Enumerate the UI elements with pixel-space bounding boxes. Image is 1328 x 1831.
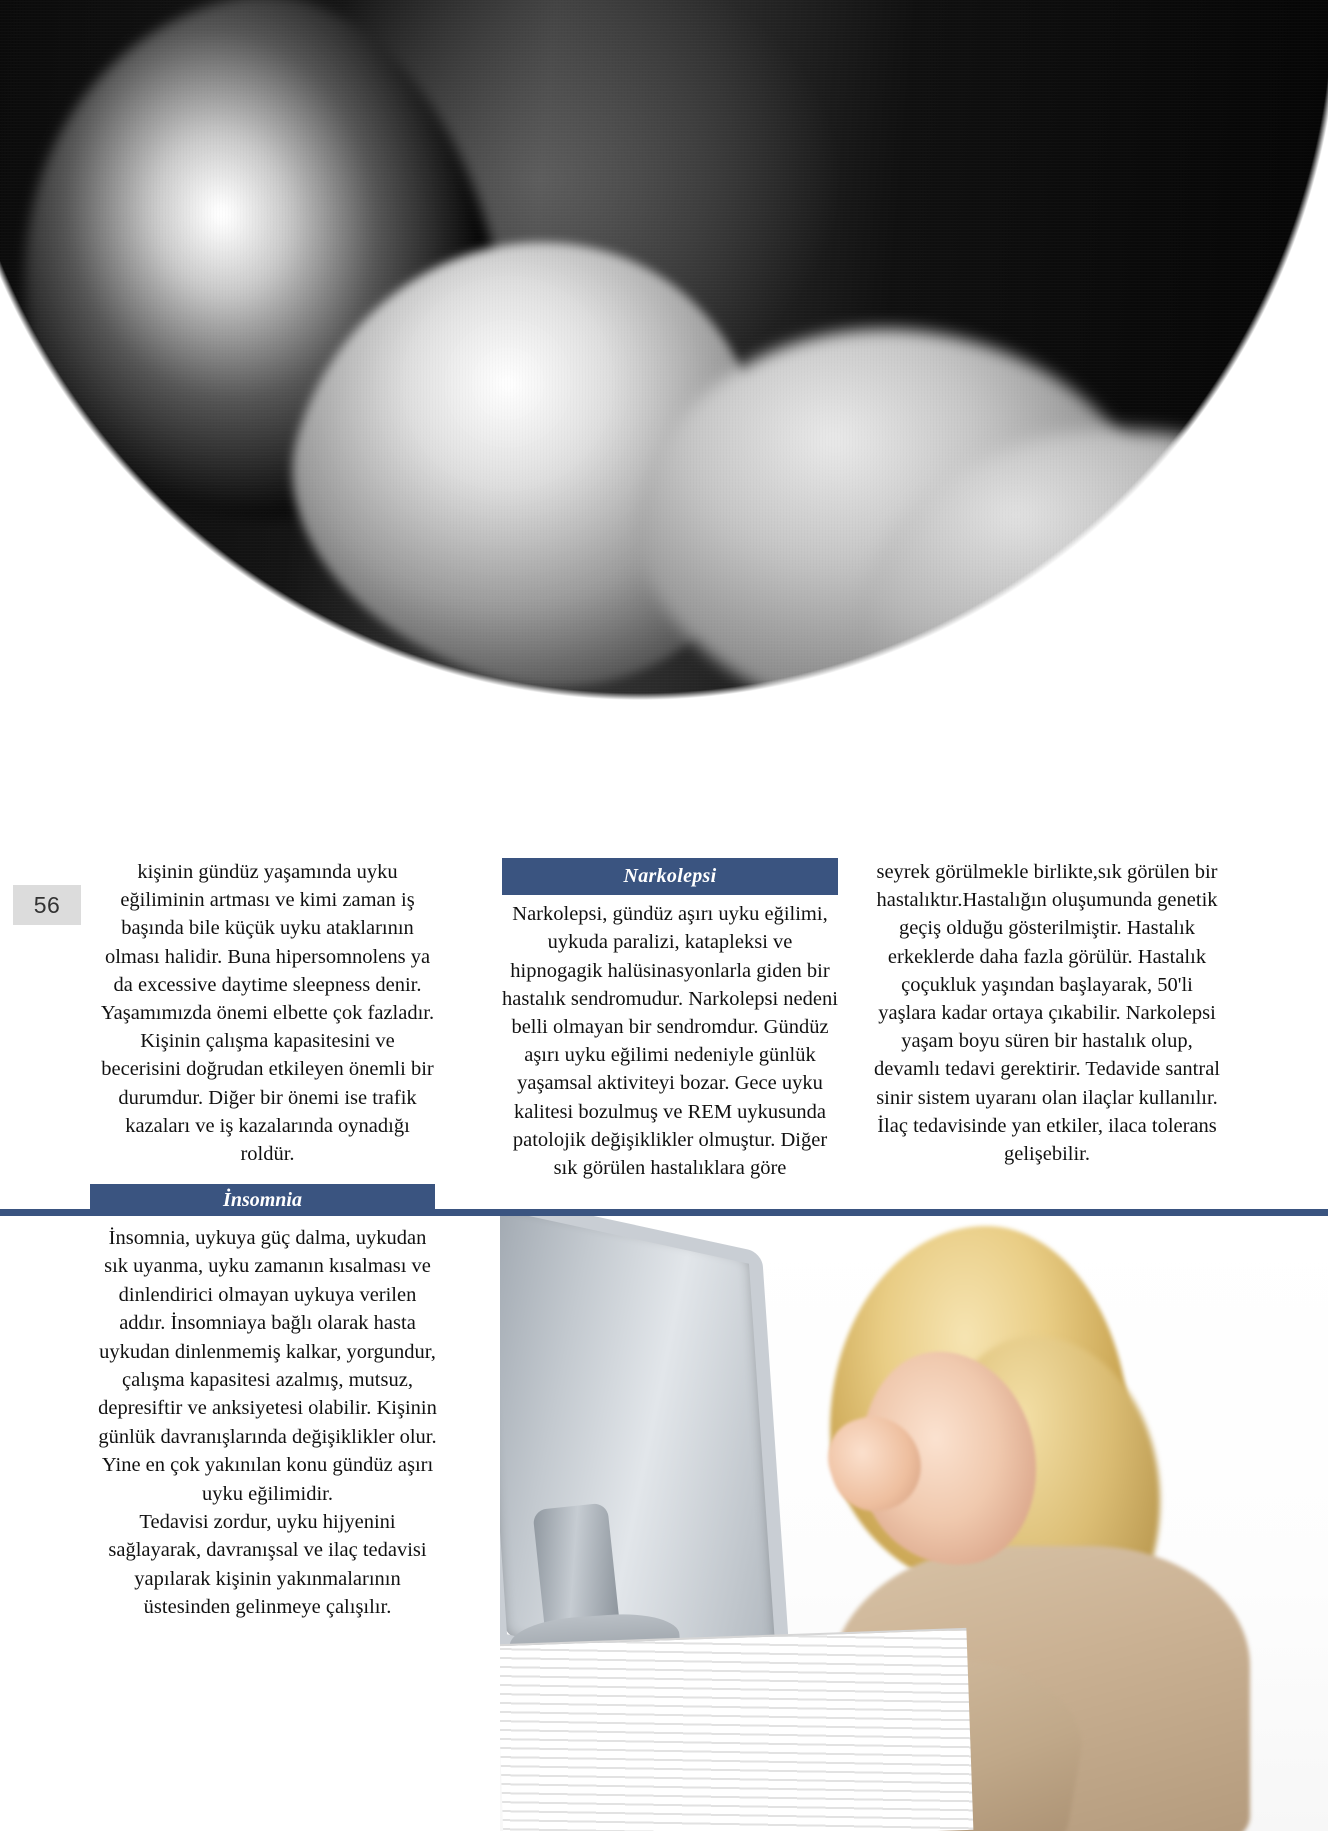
column-three-body: seyrek görülmekle birlikte,sık görülen bir hastalıktır.Hastalığın oluşumunda genetik geçiş olduğu gösterilmiştir. Hastalık erkeklerde daha fazla görülür. Hastalık çoçukluk yaşından başlayarak, 50'li yaşlara kadar ortaya çıkabilir. Narkolepsi yaşam boyu süren bir hastalık olup, devamlı tedavi gerektirir. Tedavide santral sinir sistem uyaranı olan ilaçlar kullanılır. İlaç tedavisinde yan etkiler, ilaca tolerans gelişebilir.: [874, 861, 1220, 1166]
column-one: [100, 858, 435, 1168]
page-number: 56: [13, 885, 81, 925]
insomnia-heading: İnsomnia: [90, 1184, 435, 1216]
insomnia-paragraph-2: Yine en çok yakınılan konu gündüz aşırı uyku eğilimidir.: [101, 1454, 434, 1505]
column-one-body: kişinin gündüz yaşamında uyku eğiliminin artması ve kimi zaman iş başında bile küçük uyku ataklarının olması halidir. Buna hipersomnolens ya da excessive daytime sleepness denir. Yaşamımızda önemi elbette çok fazladır. Kişinin çalışma kapasitesini ve becerisini doğrudan etkileyen önemli bir durumdur. Diğer bir önemi ise trafik kazaları ve iş kazalarında oynadığı roldür.: [100, 861, 435, 1166]
insomnia-paragraph-1: İnsomnia, uykuya güç dalma, uykudan sık uyanma, uyku zamanın kısalması ve dinlendirici olmayan uykuya verilen addır. İnsomniaya bağlı olarak hasta uykudan dinlenmemiş kalkar, yorgundur, çalışma kapasitesi azalmış, mutsuz, depresiftir ve anksiyetesi olabilir. Kişinin günlük davranışlarında değişiklikler olur.: [98, 1227, 437, 1448]
column-two: [502, 858, 838, 1182]
insomnia-body: [95, 1224, 440, 1622]
insomnia-paragraph-3: Tedavisi zordur, uyku hijyenini sağlayarak, davranışsal ve ilaç tedavisi yapılarak kişinin yakınmalarının üstesinden gelinmeye çalışılır.: [108, 1511, 427, 1619]
column-three: [872, 858, 1222, 1168]
insomnia-band: [0, 1184, 1328, 1216]
hero-oval-crop-mask: [0, 0, 1328, 716]
paper-stack: [500, 1628, 973, 1831]
bottom-image: [500, 1216, 1328, 1831]
article-columns: [0, 858, 1328, 1188]
column-two-body: Narkolepsi, gündüz aşırı uyku eğilimi, uykuda paralizi, katapleksi ve hipnogagik halüsinasyonlarla giden bir hastalık sendromudur. Narkolepsi nedeni belli olmayan bir sendromdur. Gündüz aşırı uyku eğilimi nedeniyle günlük yaşamsal aktiviteyi bozar. Gece uyku kalitesi bozulmuş ve REM uykusunda patolojik değişiklikler olmuştur. Diğer sık görülen hastalıklara göre: [502, 903, 838, 1180]
hero-image: [0, 0, 1328, 716]
narkolepsi-heading: Narkolepsi: [502, 858, 838, 895]
